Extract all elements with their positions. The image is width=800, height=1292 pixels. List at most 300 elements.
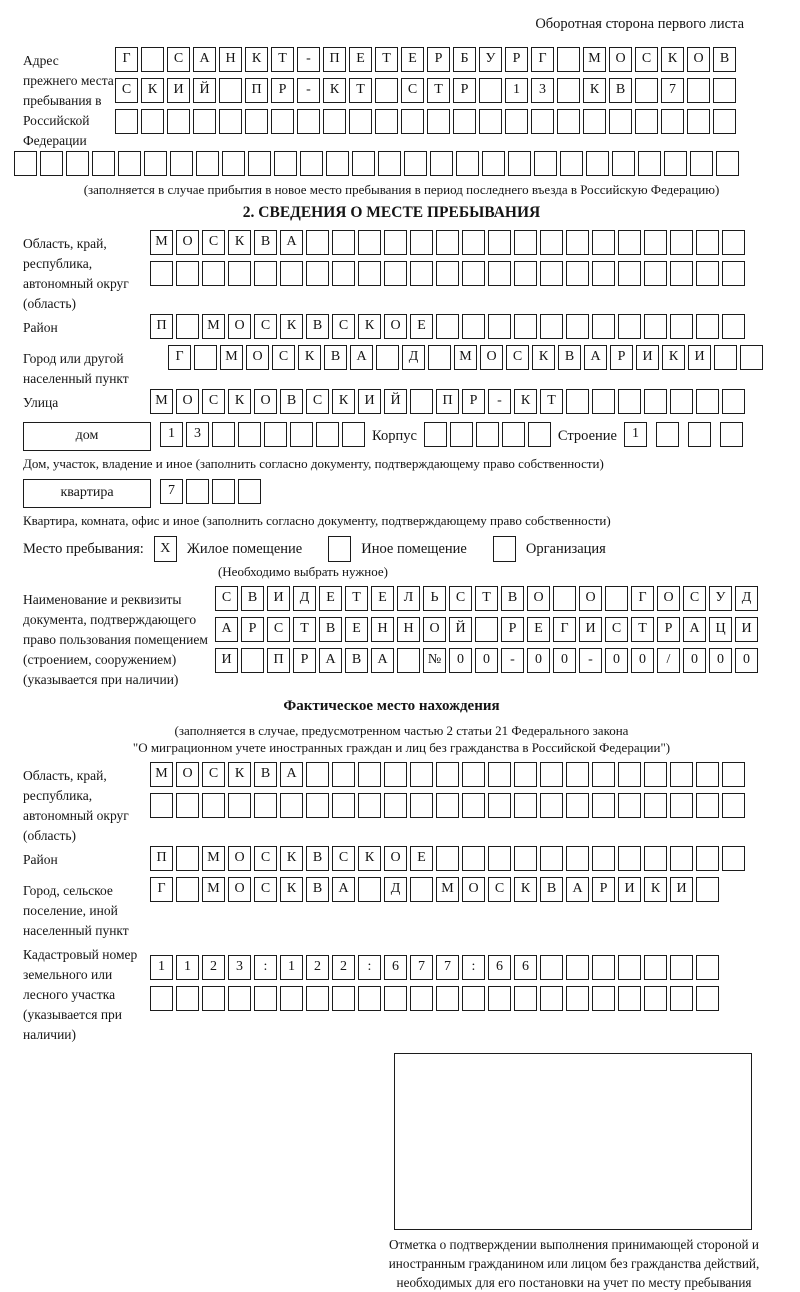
char-cell[interactable]: Т [540, 389, 563, 414]
char-cell[interactable]: И [267, 586, 290, 611]
char-cell[interactable] [66, 151, 89, 176]
char-cell[interactable]: К [141, 78, 164, 103]
char-cell[interactable]: Р [271, 78, 294, 103]
char-cell[interactable]: Г [531, 47, 554, 72]
char-cell[interactable]: Г [168, 345, 191, 370]
char-cell[interactable]: Т [349, 78, 372, 103]
residential-checkbox[interactable]: X [154, 536, 177, 562]
char-cell[interactable] [592, 230, 615, 255]
char-cell[interactable] [194, 345, 217, 370]
char-cell[interactable]: 3 [228, 955, 251, 980]
char-cell[interactable]: О [687, 47, 710, 72]
char-cell[interactable] [514, 986, 537, 1011]
char-cell[interactable] [592, 261, 615, 286]
doc-row-1[interactable] [215, 586, 761, 611]
other-premises-checkbox[interactable] [328, 536, 351, 562]
char-cell[interactable]: У [709, 586, 732, 611]
char-cell[interactable] [342, 422, 365, 447]
char-cell[interactable] [376, 345, 399, 370]
kvartira-cells[interactable] [160, 479, 264, 504]
char-cell[interactable] [540, 955, 563, 980]
char-cell[interactable]: Р [453, 78, 476, 103]
char-cell[interactable]: С [605, 617, 628, 642]
char-cell[interactable] [722, 261, 745, 286]
char-cell[interactable] [644, 389, 667, 414]
char-cell[interactable] [560, 151, 583, 176]
prev-address-row-4[interactable] [14, 151, 800, 176]
stroenie-cells[interactable] [650, 422, 746, 447]
char-cell[interactable]: И [670, 877, 693, 902]
char-cell[interactable]: Т [345, 586, 368, 611]
char-cell[interactable]: И [618, 877, 641, 902]
char-cell[interactable]: Р [657, 617, 680, 642]
char-cell[interactable] [534, 151, 557, 176]
char-cell[interactable] [618, 230, 641, 255]
char-cell[interactable] [609, 109, 632, 134]
char-cell[interactable] [644, 793, 667, 818]
char-cell[interactable]: К [358, 314, 381, 339]
char-cell[interactable]: К [280, 314, 303, 339]
doc-row-2[interactable] [215, 617, 761, 642]
char-cell[interactable] [488, 762, 511, 787]
char-cell[interactable] [670, 762, 693, 787]
char-cell[interactable]: К [323, 78, 346, 103]
char-cell[interactable]: С [449, 586, 472, 611]
char-cell[interactable]: О [228, 314, 251, 339]
char-cell[interactable]: 7 [436, 955, 459, 980]
char-cell[interactable] [566, 793, 589, 818]
char-cell[interactable]: К [514, 389, 537, 414]
char-cell[interactable] [280, 986, 303, 1011]
char-cell[interactable]: С [254, 846, 277, 871]
char-cell[interactable]: К [532, 345, 555, 370]
char-cell[interactable] [696, 877, 719, 902]
fact-raion-row[interactable] [150, 846, 748, 871]
prev-address-row-2[interactable] [115, 78, 739, 103]
char-cell[interactable] [566, 261, 589, 286]
char-cell[interactable] [566, 846, 589, 871]
char-cell[interactable] [436, 762, 459, 787]
char-cell[interactable]: В [306, 846, 329, 871]
char-cell[interactable] [475, 617, 498, 642]
char-cell[interactable]: Г [150, 877, 173, 902]
char-cell[interactable]: - [297, 47, 320, 72]
char-cell[interactable]: С [683, 586, 706, 611]
char-cell[interactable]: К [358, 846, 381, 871]
char-cell[interactable]: В [324, 345, 347, 370]
char-cell[interactable]: О [246, 345, 269, 370]
char-cell[interactable]: Р [462, 389, 485, 414]
char-cell[interactable] [482, 151, 505, 176]
char-cell[interactable] [427, 109, 450, 134]
char-cell[interactable] [713, 78, 736, 103]
char-cell[interactable] [618, 261, 641, 286]
char-cell[interactable]: 1 [150, 955, 173, 980]
char-cell[interactable] [720, 422, 743, 447]
char-cell[interactable]: 2 [202, 955, 225, 980]
char-cell[interactable] [92, 151, 115, 176]
char-cell[interactable] [690, 151, 713, 176]
char-cell[interactable] [618, 314, 641, 339]
char-cell[interactable] [583, 109, 606, 134]
char-cell[interactable] [228, 986, 251, 1011]
char-cell[interactable] [202, 793, 225, 818]
char-cell[interactable]: 0 [553, 648, 576, 673]
char-cell[interactable]: В [306, 877, 329, 902]
char-cell[interactable] [540, 986, 563, 1011]
char-cell[interactable] [687, 78, 710, 103]
char-cell[interactable] [540, 230, 563, 255]
char-cell[interactable] [436, 986, 459, 1011]
char-cell[interactable] [167, 109, 190, 134]
char-cell[interactable]: П [436, 389, 459, 414]
char-cell[interactable] [193, 109, 216, 134]
char-cell[interactable]: Т [375, 47, 398, 72]
char-cell[interactable]: С [635, 47, 658, 72]
char-cell[interactable]: Р [293, 648, 316, 673]
char-cell[interactable]: 6 [514, 955, 537, 980]
char-cell[interactable] [670, 389, 693, 414]
kadastr-row-1[interactable] [150, 955, 722, 980]
char-cell[interactable]: В [280, 389, 303, 414]
char-cell[interactable] [358, 261, 381, 286]
char-cell[interactable] [176, 793, 199, 818]
char-cell[interactable]: С [332, 846, 355, 871]
char-cell[interactable] [202, 261, 225, 286]
char-cell[interactable] [528, 422, 551, 447]
char-cell[interactable] [430, 151, 453, 176]
char-cell[interactable] [401, 109, 424, 134]
char-cell[interactable]: М [150, 389, 173, 414]
char-cell[interactable]: Е [527, 617, 550, 642]
char-cell[interactable] [254, 986, 277, 1011]
char-cell[interactable]: С [332, 314, 355, 339]
char-cell[interactable] [670, 314, 693, 339]
char-cell[interactable]: Т [293, 617, 316, 642]
char-cell[interactable] [566, 955, 589, 980]
char-cell[interactable] [540, 846, 563, 871]
char-cell[interactable] [306, 986, 329, 1011]
char-cell[interactable] [176, 261, 199, 286]
char-cell[interactable] [722, 793, 745, 818]
char-cell[interactable] [384, 230, 407, 255]
char-cell[interactable] [635, 109, 658, 134]
char-cell[interactable]: С [506, 345, 529, 370]
char-cell[interactable] [592, 389, 615, 414]
char-cell[interactable] [150, 986, 173, 1011]
char-cell[interactable] [150, 261, 173, 286]
char-cell[interactable]: Ь [423, 586, 446, 611]
char-cell[interactable] [144, 151, 167, 176]
char-cell[interactable]: Н [371, 617, 394, 642]
char-cell[interactable]: О [176, 762, 199, 787]
char-cell[interactable]: С [488, 877, 511, 902]
char-cell[interactable] [592, 762, 615, 787]
char-cell[interactable]: В [254, 230, 277, 255]
char-cell[interactable] [505, 109, 528, 134]
char-cell[interactable] [410, 793, 433, 818]
fact-oblast-row-2[interactable] [150, 793, 748, 818]
char-cell[interactable]: И [358, 389, 381, 414]
char-cell[interactable] [349, 109, 372, 134]
char-cell[interactable]: 0 [631, 648, 654, 673]
char-cell[interactable] [722, 389, 745, 414]
char-cell[interactable]: О [176, 389, 199, 414]
char-cell[interactable]: В [319, 617, 342, 642]
char-cell[interactable] [332, 986, 355, 1011]
char-cell[interactable]: О [384, 314, 407, 339]
char-cell[interactable]: Р [610, 345, 633, 370]
char-cell[interactable]: П [150, 846, 173, 871]
char-cell[interactable]: 1 [280, 955, 303, 980]
char-cell[interactable] [661, 109, 684, 134]
char-cell[interactable] [170, 151, 193, 176]
char-cell[interactable]: Р [505, 47, 528, 72]
char-cell[interactable] [219, 78, 242, 103]
char-cell[interactable] [644, 986, 667, 1011]
char-cell[interactable]: 0 [605, 648, 628, 673]
char-cell[interactable]: К [245, 47, 268, 72]
char-cell[interactable] [644, 762, 667, 787]
char-cell[interactable] [358, 986, 381, 1011]
char-cell[interactable]: Н [397, 617, 420, 642]
char-cell[interactable] [306, 762, 329, 787]
char-cell[interactable] [644, 314, 667, 339]
char-cell[interactable] [306, 793, 329, 818]
char-cell[interactable] [428, 345, 451, 370]
char-cell[interactable] [696, 846, 719, 871]
char-cell[interactable]: Т [427, 78, 450, 103]
char-cell[interactable] [502, 422, 525, 447]
char-cell[interactable] [306, 230, 329, 255]
char-cell[interactable]: 1 [624, 422, 647, 447]
organization-checkbox[interactable] [493, 536, 516, 562]
char-cell[interactable] [644, 261, 667, 286]
char-cell[interactable] [740, 345, 763, 370]
char-cell[interactable]: К [644, 877, 667, 902]
char-cell[interactable] [306, 261, 329, 286]
char-cell[interactable]: : [254, 955, 277, 980]
char-cell[interactable]: А [350, 345, 373, 370]
char-cell[interactable] [722, 314, 745, 339]
char-cell[interactable]: М [220, 345, 243, 370]
char-cell[interactable] [488, 793, 511, 818]
char-cell[interactable] [592, 986, 615, 1011]
char-cell[interactable] [118, 151, 141, 176]
stroenie-first-cell[interactable] [624, 422, 650, 447]
char-cell[interactable]: А [280, 230, 303, 255]
char-cell[interactable] [476, 422, 499, 447]
char-cell[interactable] [670, 230, 693, 255]
char-cell[interactable] [274, 151, 297, 176]
char-cell[interactable] [696, 230, 719, 255]
prev-address-row-3[interactable] [115, 109, 739, 134]
char-cell[interactable] [358, 230, 381, 255]
char-cell[interactable] [410, 762, 433, 787]
char-cell[interactable]: К [661, 47, 684, 72]
char-cell[interactable] [462, 261, 485, 286]
oblast-row-2[interactable] [150, 261, 748, 286]
char-cell[interactable] [566, 230, 589, 255]
char-cell[interactable] [410, 986, 433, 1011]
char-cell[interactable] [358, 793, 381, 818]
char-cell[interactable] [378, 151, 401, 176]
char-cell[interactable] [670, 955, 693, 980]
char-cell[interactable] [228, 793, 251, 818]
char-cell[interactable] [212, 479, 235, 504]
char-cell[interactable]: П [323, 47, 346, 72]
char-cell[interactable] [384, 986, 407, 1011]
char-cell[interactable] [375, 109, 398, 134]
char-cell[interactable] [722, 230, 745, 255]
char-cell[interactable] [618, 793, 641, 818]
char-cell[interactable]: В [540, 877, 563, 902]
char-cell[interactable]: Д [735, 586, 758, 611]
char-cell[interactable]: А [215, 617, 238, 642]
char-cell[interactable] [436, 261, 459, 286]
char-cell[interactable]: 0 [683, 648, 706, 673]
char-cell[interactable] [271, 109, 294, 134]
char-cell[interactable]: 1 [176, 955, 199, 980]
char-cell[interactable] [605, 586, 628, 611]
char-cell[interactable] [508, 151, 531, 176]
char-cell[interactable]: И [688, 345, 711, 370]
char-cell[interactable]: Т [475, 586, 498, 611]
char-cell[interactable] [592, 314, 615, 339]
char-cell[interactable]: П [245, 78, 268, 103]
oblast-row-1[interactable] [150, 230, 748, 255]
char-cell[interactable]: Б [453, 47, 476, 72]
char-cell[interactable]: Т [271, 47, 294, 72]
char-cell[interactable] [557, 47, 580, 72]
char-cell[interactable]: 2 [332, 955, 355, 980]
char-cell[interactable] [332, 762, 355, 787]
korpus-cells[interactable] [424, 422, 554, 447]
char-cell[interactable]: 7 [661, 78, 684, 103]
char-cell[interactable]: Й [384, 389, 407, 414]
char-cell[interactable]: - [297, 78, 320, 103]
char-cell[interactable]: Р [427, 47, 450, 72]
char-cell[interactable]: О [228, 877, 251, 902]
char-cell[interactable] [436, 793, 459, 818]
char-cell[interactable] [618, 955, 641, 980]
char-cell[interactable] [479, 109, 502, 134]
char-cell[interactable] [323, 109, 346, 134]
char-cell[interactable]: П [267, 648, 290, 673]
char-cell[interactable]: Й [193, 78, 216, 103]
char-cell[interactable] [462, 314, 485, 339]
char-cell[interactable] [410, 389, 433, 414]
char-cell[interactable]: М [454, 345, 477, 370]
char-cell[interactable] [514, 230, 537, 255]
char-cell[interactable]: - [579, 648, 602, 673]
char-cell[interactable] [462, 793, 485, 818]
char-cell[interactable]: 7 [410, 955, 433, 980]
char-cell[interactable] [410, 261, 433, 286]
char-cell[interactable]: 3 [186, 422, 209, 447]
fact-oblast-row-1[interactable] [150, 762, 748, 787]
char-cell[interactable] [696, 261, 719, 286]
char-cell[interactable]: С [215, 586, 238, 611]
char-cell[interactable] [557, 109, 580, 134]
char-cell[interactable] [436, 846, 459, 871]
char-cell[interactable] [716, 151, 739, 176]
char-cell[interactable]: Р [592, 877, 615, 902]
char-cell[interactable] [254, 261, 277, 286]
char-cell[interactable] [696, 762, 719, 787]
char-cell[interactable] [656, 422, 679, 447]
char-cell[interactable]: К [280, 846, 303, 871]
char-cell[interactable] [384, 762, 407, 787]
char-cell[interactable]: С [115, 78, 138, 103]
char-cell[interactable] [384, 793, 407, 818]
char-cell[interactable]: Е [410, 846, 433, 871]
char-cell[interactable] [462, 230, 485, 255]
gorod-row[interactable] [168, 345, 766, 370]
char-cell[interactable]: С [267, 617, 290, 642]
char-cell[interactable] [540, 793, 563, 818]
char-cell[interactable]: И [636, 345, 659, 370]
char-cell[interactable]: А [584, 345, 607, 370]
char-cell[interactable]: С [167, 47, 190, 72]
char-cell[interactable] [228, 261, 251, 286]
char-cell[interactable]: М [202, 877, 225, 902]
char-cell[interactable] [514, 793, 537, 818]
char-cell[interactable]: К [583, 78, 606, 103]
char-cell[interactable]: Г [115, 47, 138, 72]
char-cell[interactable] [618, 846, 641, 871]
char-cell[interactable]: А [280, 762, 303, 787]
char-cell[interactable]: О [254, 389, 277, 414]
char-cell[interactable]: И [215, 648, 238, 673]
char-cell[interactable]: В [501, 586, 524, 611]
char-cell[interactable] [40, 151, 63, 176]
char-cell[interactable] [375, 78, 398, 103]
char-cell[interactable] [290, 422, 313, 447]
char-cell[interactable] [540, 762, 563, 787]
char-cell[interactable] [241, 648, 264, 673]
char-cell[interactable]: Е [410, 314, 433, 339]
char-cell[interactable] [397, 648, 420, 673]
doc-row-3[interactable] [215, 648, 761, 673]
char-cell[interactable] [618, 389, 641, 414]
char-cell[interactable] [238, 479, 261, 504]
raion-row[interactable] [150, 314, 748, 339]
fact-gorod-row[interactable] [150, 877, 722, 902]
char-cell[interactable] [540, 314, 563, 339]
char-cell[interactable]: О [228, 846, 251, 871]
char-cell[interactable]: - [488, 389, 511, 414]
char-cell[interactable] [352, 151, 375, 176]
char-cell[interactable]: К [280, 877, 303, 902]
char-cell[interactable]: В [254, 762, 277, 787]
char-cell[interactable]: С [202, 230, 225, 255]
char-cell[interactable] [410, 230, 433, 255]
char-cell[interactable]: О [579, 586, 602, 611]
char-cell[interactable]: Е [345, 617, 368, 642]
ulitsa-row[interactable] [150, 389, 748, 414]
char-cell[interactable] [670, 261, 693, 286]
char-cell[interactable] [635, 78, 658, 103]
char-cell[interactable]: - [501, 648, 524, 673]
char-cell[interactable] [456, 151, 479, 176]
kadastr-row-2[interactable] [150, 986, 722, 1011]
char-cell[interactable]: Д [293, 586, 316, 611]
char-cell[interactable] [358, 762, 381, 787]
char-cell[interactable]: 0 [735, 648, 758, 673]
char-cell[interactable] [592, 846, 615, 871]
char-cell[interactable] [586, 151, 609, 176]
